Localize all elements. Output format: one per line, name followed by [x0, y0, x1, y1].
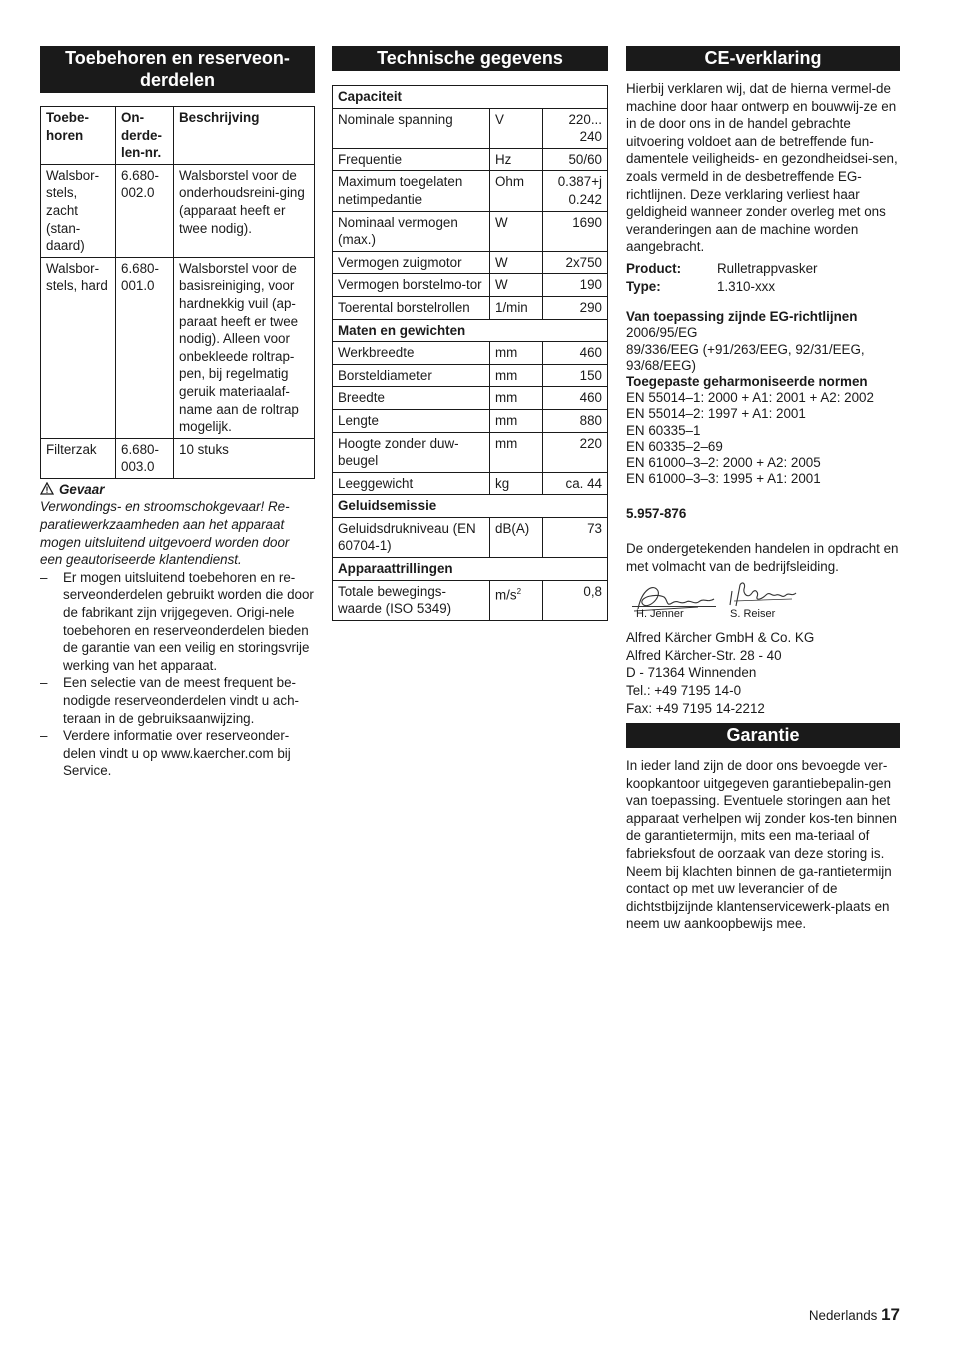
table-cell: Walsborstel voor de basisreiniging, voor hardnekkig vuil (ap-paraat heeft er twee nodig). Alleen voor onbekleede roltrap-pen, bij regelmatig geruik materiaalaf-name aan de roltrap mogelijk. — [174, 257, 315, 438]
table-row: Nominaal vermogen (max.) W 1690 — [333, 211, 608, 251]
table-cell: Filterzak — [41, 438, 116, 478]
technical-data-heading: Technische gegevens — [332, 46, 608, 71]
warning-triangle-icon — [40, 482, 54, 495]
document-number: 5.957-876 — [626, 506, 687, 522]
table-row: Toerental borstelrollen 1/min 290 — [333, 296, 608, 319]
table-cell: Walsborstel voor de onderhoudsreini-ging (apparaat heeft er twee nodig). — [174, 164, 315, 257]
table-row: Nominale spanning V 220... 240 — [333, 108, 608, 148]
signers-text: De ondergetekenden handelen in opdracht en met volmacht van de bedrijfsleiding. — [626, 540, 899, 574]
table-row: Vermogen borstelmo-tor W 190 — [333, 274, 608, 297]
ce-column — [626, 46, 900, 933]
type-line: Type: 1.310-xxx — [626, 278, 776, 294]
table-row: Frequentie Hz 50/60 — [333, 148, 608, 171]
table-cell: 10 stuks — [174, 438, 315, 478]
table-row: Lengte mm 880 — [333, 409, 608, 432]
list-item: – Er mogen uitsluitend toebehoren en re-serveonderdelen gebruikt worden die door de fabrikant zijn vrijgegeven. Origi-nele toebehoren en reserveonderdelen bieden de garantie van een veilig en storingsvrije werking van het apparaat. — [40, 569, 315, 675]
table-row: Leeggewicht kg ca. 44 — [333, 472, 608, 495]
table-row: Borsteldiameter mm 150 — [333, 364, 608, 387]
table-cell: 6.680-001.0 — [116, 257, 174, 438]
footer-language: Nederlands — [808, 1308, 878, 1323]
table-header: On-derde-len-nr. — [116, 107, 174, 165]
directives: Van toepassing zijnde EG-richtlijnen 2006/95/EG 89/336/EEG (+91/263/EEG, 92/31/EEG, 93/68/EEG) Toegepaste geharmoniseerde normen EN 55014–1: 2000 + A1: 2001 + A2: 2002 EN 55014–2: 1997 + A1: 2001 EN 60335–1 EN 60335–2–69 EN 61000–3–2: 2000 + A2: 2005 EN 61000–3–3: 1995 + A1: 2001 — [626, 309, 874, 487]
ce-intro: Hierbij verklaren wij, dat de hierna vermel-de machine door haar ontwerp en bouwwij-ze en in de door ons in de handel gebrachte uitvoering voldoet aan de betreffende fun-damentele veiligheids- en gezondheidsei-sen, zoals vermeld in de desbetreffende EG-richtlijnen. Deze verklaring verliest haar geldigheid wanneer zonder overleg met ons veranderingen aan de machine worden aangebracht. — [626, 81, 898, 255]
table-row: Maximum toegelaten netimpedantie Ohm 0.387+j 0.242 — [333, 171, 608, 211]
section-row: Apparaattrillingen — [333, 558, 608, 581]
table-cell: 6.680-003.0 — [116, 438, 174, 478]
table-row: Hoogte zonder duw-beugel mm 220 — [333, 432, 608, 472]
accessories-heading: Toebehoren en reserveon-derdelen — [40, 46, 315, 93]
section-row: Geluidsemissie — [333, 495, 608, 518]
table-row: Totale bewegings-waarde (ISO 5349) $m/s^2$ 0,8 — [333, 580, 608, 620]
technical-data-column — [332, 46, 608, 621]
ce-heading: CE-verklaring — [626, 46, 900, 71]
garantie-heading: Garantie — [626, 723, 900, 748]
technical-data-table — [332, 85, 608, 621]
table-row — [41, 257, 315, 438]
signatures — [626, 579, 900, 627]
table-row — [41, 438, 315, 478]
signature-line — [632, 606, 716, 607]
list-item: – Een selectie van de meest frequent be-nodigde reserveonderdelen vindt u ach-teraan in de gebruiksaanwijzing. — [40, 674, 315, 727]
page-number: 17 — [881, 1305, 900, 1324]
warning-title: Gevaar — [40, 481, 315, 499]
product-line: Product: Rulletrappvasker — [626, 260, 818, 276]
address: Alfred Kärcher GmbH & Co. KG Alfred Kärcher-Str. 28 - 40 D - 71364 Winnenden Tel.: +49 7195 14-0 Fax: +49 7195 14-2212 — [626, 630, 815, 716]
list-item: – Verdere informatie over reserveonder-delen vindt u op www.kaercher.com bij Service. — [40, 727, 315, 780]
table-header: Toebe-horen — [41, 107, 116, 165]
garantie-text: In ieder land zijn de door ons bevoegde ver-koopkantoor uitgegeven garantiebepalin-gen van toepassing. Eventuele storingen aan het apparaat verhelpen wij zonder kos-ten binnen de garantietermijn, mits een ma-teriaal of fabrieksfout de oorzaak van deze storing is. Neem bij klachten binnen de ga-rantietermijn contact op met uw leverancier of de dichtstbijzijnde klantenservicewerk-plaats en neem uw aankoopbewijs mee. — [626, 758, 897, 932]
table-row: Vermogen zuigmotor W 2x750 — [333, 251, 608, 274]
table-row: Werkbreedte mm 460 — [333, 342, 608, 365]
accessories-notes — [40, 569, 315, 780]
signer-2-name: S. Reiser — [730, 608, 776, 621]
table-header: Beschrijving — [174, 107, 315, 165]
table-row: Geluidsdrukniveau (EN 60704-1) dB(A) 73 — [333, 517, 608, 557]
signature-reiser — [726, 579, 801, 609]
table-cell: Walsbor-stels, zacht (stan-daard) — [41, 164, 116, 257]
signer-1-name: H. Jenner — [636, 608, 684, 621]
table-cell: 6.680-002.0 — [116, 164, 174, 257]
section-row: Maten en gewichten — [333, 319, 608, 342]
table-row: Breedte mm 460 — [333, 387, 608, 410]
table-cell: Walsbor-stels, hard — [41, 257, 116, 438]
section-row: Capaciteit — [333, 86, 608, 109]
accessories-table — [40, 106, 315, 479]
warning-text: Verwondings- en stroomschokgevaar! Re-paratiewerkzaamheden aan het apparaat mogen uitsluitend uitgevoerd worden door een geautoriseerde klantendienst. — [40, 499, 290, 568]
accessories-column — [40, 46, 315, 780]
page-footer — [809, 1306, 900, 1325]
table-row — [41, 164, 315, 257]
